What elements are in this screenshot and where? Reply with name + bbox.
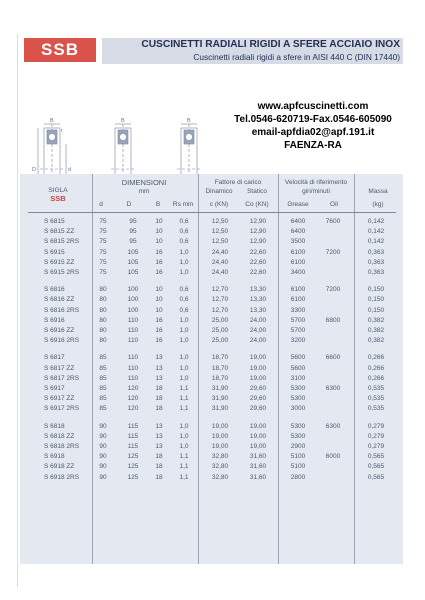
page-subtitle: Cuscinetti radiali rigidi a sfere in AISI 440 C (DIN 17440) <box>193 52 400 62</box>
row-value: 24,40 <box>211 258 229 266</box>
header-divider <box>28 212 396 213</box>
row-value: 75 <box>99 248 107 256</box>
row-value: 1,0 <box>179 316 189 324</box>
row-value: 0,363 <box>367 248 385 256</box>
row-value: 6400 <box>290 228 306 236</box>
row-value: 6100 <box>290 296 306 304</box>
row-value: 0,535 <box>367 385 385 392</box>
row-value: 24,40 <box>211 248 229 256</box>
row-value: 6600 <box>325 354 341 362</box>
row-value: 3100 <box>290 374 306 382</box>
row-value: 0,150 <box>367 296 385 304</box>
row-value: 1,0 <box>179 422 189 430</box>
page-header <box>18 34 407 69</box>
row-value: 90 <box>99 453 107 461</box>
row-value: 5700 <box>290 316 306 324</box>
row-value: 5600 <box>290 364 306 372</box>
row-value: 19,00 <box>249 364 267 372</box>
row-value: 85 <box>99 405 107 413</box>
row-code: S 6817 ZZ <box>44 364 75 372</box>
row-value: 1,1 <box>179 405 189 413</box>
row-value: 120 <box>127 405 139 413</box>
row-value: 10 <box>155 296 163 304</box>
row-value: 75 <box>99 238 107 246</box>
row-value: 90 <box>99 432 107 440</box>
row-value: 16 <box>155 269 163 276</box>
row-value: 32,80 <box>211 473 229 481</box>
row-value: 22,60 <box>249 248 267 256</box>
row-value: 19,00 <box>249 443 267 450</box>
row-value: 80 <box>99 286 107 294</box>
row-value: 95 <box>129 218 137 225</box>
row-value: 19,00 <box>249 374 267 382</box>
row-value: 12,70 <box>211 296 229 304</box>
row-value: 0,6 <box>179 286 189 294</box>
row-value: 19,00 <box>211 422 229 430</box>
row-value: 0,279 <box>367 422 385 430</box>
row-value: 16 <box>155 316 163 324</box>
row-value: 13 <box>155 364 163 372</box>
row-value: 0,142 <box>367 228 385 236</box>
row-value: 115 <box>127 422 139 430</box>
row-value: 6800 <box>325 316 341 324</box>
row-value: 24,40 <box>211 269 229 276</box>
row-value: 0,279 <box>367 432 385 440</box>
page-title: CUSCINETTI RADIALI RIGIDI A SFERE ACCIAIO INOX <box>141 39 400 50</box>
row-value: 31,90 <box>211 385 229 392</box>
contact-phone: Tel.0546-620719-Fax.0546-605090 <box>234 114 392 125</box>
row-value: 120 <box>127 385 139 392</box>
row-value: 5300 <box>290 385 306 392</box>
row-value: 18 <box>155 385 163 392</box>
col-mm: mm <box>138 188 150 195</box>
title-bar <box>102 38 403 64</box>
row-value: 0,363 <box>367 258 385 266</box>
row-value: 110 <box>127 316 139 324</box>
row-value: 0,363 <box>367 269 385 276</box>
row-value: 25,00 <box>211 327 229 334</box>
table-row <box>20 335 403 346</box>
row-value: 0,382 <box>367 327 385 334</box>
row-value: 2800 <box>290 473 306 481</box>
row-value: 115 <box>127 443 139 450</box>
row-value: 0,150 <box>367 306 385 314</box>
row-value: 0,535 <box>367 395 385 403</box>
row-code: S 6818 ZZ <box>44 432 75 440</box>
row-code: S 6816 <box>44 286 65 294</box>
dim-d-inner-label: d <box>68 167 72 173</box>
row-value: 1,1 <box>179 473 189 481</box>
row-value: 90 <box>99 443 107 450</box>
col-dinamico: Dinamico <box>205 188 233 195</box>
row-value: 6100 <box>290 248 306 256</box>
row-value: 13 <box>155 432 163 440</box>
col-c-kn: c (KN) <box>209 201 229 208</box>
row-value: 0,6 <box>179 218 189 225</box>
row-value: 24,00 <box>249 337 267 345</box>
row-value: 1,0 <box>179 443 189 450</box>
row-value: 0,142 <box>367 238 385 246</box>
row-value: 13 <box>155 422 163 430</box>
row-value: 0,6 <box>179 306 189 314</box>
row-value: 0,266 <box>367 364 385 372</box>
row-value: 16 <box>155 258 163 266</box>
row-value: 3000 <box>290 405 306 413</box>
row-code: S 6815 <box>44 218 65 225</box>
row-value: 0,142 <box>367 218 385 225</box>
row-value: 3500 <box>290 238 306 246</box>
row-value: 19,00 <box>211 443 229 450</box>
col-statico: Statico <box>247 188 267 195</box>
row-value: 0,565 <box>367 473 385 481</box>
row-value: 10 <box>155 286 163 294</box>
dim-b-label-2rs: B <box>187 118 191 124</box>
row-value: 5300 <box>290 432 306 440</box>
row-value: 80 <box>99 337 107 345</box>
table-row <box>20 472 403 483</box>
row-value: 7600 <box>325 218 341 225</box>
row-value: 5100 <box>290 453 306 461</box>
row-value: 95 <box>129 228 137 236</box>
row-code: S 6918 <box>44 453 65 461</box>
row-value: 10 <box>155 218 163 225</box>
row-value: 1,1 <box>179 395 189 403</box>
row-value: 0,6 <box>179 238 189 246</box>
row-value: 29,60 <box>249 395 267 403</box>
row-value: 19,00 <box>249 422 267 430</box>
row-value: 1,0 <box>179 248 189 256</box>
row-value: 1,0 <box>179 432 189 440</box>
row-value: 18 <box>155 453 163 461</box>
row-value: 25,00 <box>211 316 229 324</box>
row-code: S 6915 <box>44 248 65 256</box>
dim-d-outer-label: D <box>32 167 36 173</box>
row-value: 1,1 <box>179 453 189 461</box>
row-value: 32,80 <box>211 453 229 461</box>
row-value: 110 <box>127 364 139 372</box>
row-value: 5600 <box>290 354 306 362</box>
col-fattore: Fattore di carico <box>214 179 262 186</box>
row-value: 12,70 <box>211 306 229 314</box>
col-massa: Massa <box>368 188 388 195</box>
row-value: 16 <box>155 248 163 256</box>
row-value: 90 <box>99 463 107 471</box>
row-value: 18,70 <box>211 354 229 362</box>
row-code: S 6916 <box>44 316 65 324</box>
row-value: 32,80 <box>211 463 229 471</box>
row-code: S 6918 2RS <box>44 473 80 481</box>
row-code: S 6817 <box>44 354 65 362</box>
col-d: d <box>99 201 103 208</box>
row-value: 105 <box>127 269 139 276</box>
col-giri: giri/minuti <box>302 188 330 195</box>
row-value: 24,00 <box>249 316 267 324</box>
row-value: 10 <box>155 228 163 236</box>
col-brand: SSB <box>50 194 66 203</box>
row-value: 31,90 <box>211 405 229 413</box>
row-value: 12,70 <box>211 286 229 294</box>
row-value: 31,60 <box>249 463 267 471</box>
row-value: 29,60 <box>249 405 267 413</box>
row-value: 100 <box>127 296 139 304</box>
row-value: 1,0 <box>179 354 189 362</box>
row-value: 1,0 <box>179 269 189 276</box>
contact-stamp <box>208 100 418 152</box>
table-row <box>20 267 403 278</box>
row-code: S 6915 ZZ <box>44 258 75 266</box>
row-value: 12,90 <box>249 218 267 225</box>
row-value: 5300 <box>290 395 306 403</box>
row-value: 85 <box>99 395 107 403</box>
row-value: 0,279 <box>367 443 385 450</box>
row-value: 125 <box>127 453 139 461</box>
spec-table <box>20 174 403 564</box>
row-value: 6100 <box>290 258 306 266</box>
contact-city: FAENZA-RA <box>284 140 342 151</box>
row-value: 105 <box>127 258 139 266</box>
row-value: 29,60 <box>249 385 267 392</box>
row-value: 95 <box>129 238 137 246</box>
row-code: S 6917 ZZ <box>44 395 75 403</box>
col-dimensioni: DIMENSIONI <box>121 178 167 187</box>
row-code: S 6815 2RS <box>44 238 80 246</box>
col-rs-min: Rs min <box>172 201 194 208</box>
row-code: S 6916 ZZ <box>44 327 75 334</box>
row-code: S 6818 2RS <box>44 443 80 450</box>
row-value: 13,30 <box>249 286 267 294</box>
row-value: 85 <box>99 385 107 392</box>
row-value: 75 <box>99 228 107 236</box>
row-value: 24,00 <box>249 327 267 334</box>
row-value: 7200 <box>325 286 341 294</box>
dim-b-label-zz: B <box>121 118 125 124</box>
row-value: 22,60 <box>249 269 267 276</box>
row-value: 31,60 <box>249 453 267 461</box>
catalog-page <box>17 34 407 587</box>
row-value: 110 <box>127 327 139 334</box>
row-value: 75 <box>99 269 107 276</box>
row-value: 2900 <box>290 443 306 450</box>
row-value: 85 <box>99 364 107 372</box>
row-value: 0,150 <box>367 286 385 294</box>
col-oil: Oil <box>330 201 338 208</box>
row-value: 1,0 <box>179 258 189 266</box>
row-value: 1,0 <box>179 374 189 382</box>
table-row <box>20 403 403 414</box>
row-code: S 6916 2RS <box>44 337 80 345</box>
row-code: S 6817 2RS <box>44 374 80 382</box>
row-value: 1,1 <box>179 463 189 471</box>
col-grease: Grease <box>287 201 309 208</box>
row-code: S 6818 <box>44 422 65 430</box>
row-value: 0,266 <box>367 374 385 382</box>
row-value: 125 <box>127 473 139 481</box>
row-code: S 6917 2RS <box>44 405 80 413</box>
row-value: 1,0 <box>179 364 189 372</box>
row-value: 31,90 <box>211 395 229 403</box>
row-value: 0,266 <box>367 354 385 362</box>
dim-r-label: r <box>61 128 63 134</box>
row-value: 80 <box>99 306 107 314</box>
row-code: S 6815 ZZ <box>44 228 75 236</box>
row-value: 13,30 <box>249 296 267 304</box>
row-value: 18 <box>155 473 163 481</box>
row-value: 85 <box>99 374 107 382</box>
row-value: 0,6 <box>179 296 189 304</box>
col-velocita: Velocità di riferimento <box>284 179 348 186</box>
row-value: 19,00 <box>249 354 267 362</box>
row-value: 115 <box>127 432 139 440</box>
col-kg: (kg) <box>372 201 384 208</box>
row-value: 12,90 <box>249 228 267 236</box>
row-value: 100 <box>127 286 139 294</box>
row-value: 13 <box>155 374 163 382</box>
row-value: 5100 <box>290 463 306 471</box>
row-value: 120 <box>127 395 139 403</box>
row-value: 80 <box>99 296 107 304</box>
row-value: 75 <box>99 218 107 225</box>
col-sigla: SIGLA <box>48 187 68 194</box>
brand-logo: SSB <box>24 38 96 62</box>
row-value: 5300 <box>290 422 306 430</box>
row-value: 3400 <box>290 269 306 276</box>
row-value: 13,30 <box>249 306 267 314</box>
row-value: 12,50 <box>211 228 229 236</box>
row-value: 5700 <box>290 327 306 334</box>
col-B: B <box>155 201 161 208</box>
row-value: 80 <box>99 327 107 334</box>
row-value: 0,6 <box>179 228 189 236</box>
row-value: 19,00 <box>211 432 229 440</box>
row-value: 18,70 <box>211 374 229 382</box>
row-value: 1,1 <box>179 385 189 392</box>
row-value: 6300 <box>325 385 341 392</box>
dim-b-label: B <box>50 118 54 124</box>
row-value: 1,0 <box>179 327 189 334</box>
row-value: 13 <box>155 443 163 450</box>
row-value: 0,565 <box>367 453 385 461</box>
row-value: 75 <box>99 258 107 266</box>
row-value: 10 <box>155 238 163 246</box>
contact-web: www.apfcuscinetti.com <box>257 101 369 112</box>
row-value: 90 <box>99 473 107 481</box>
row-value: 1,0 <box>179 337 189 345</box>
row-code: S 6816 ZZ <box>44 296 75 304</box>
col-co-kn: Co (KN) <box>245 201 269 208</box>
row-value: 3200 <box>290 337 306 345</box>
row-value: 7200 <box>325 248 341 256</box>
row-value: 125 <box>127 463 139 471</box>
col-D: D <box>126 201 132 208</box>
row-value: 0,382 <box>367 316 385 324</box>
row-value: 22,60 <box>249 258 267 266</box>
row-value: 0,565 <box>367 463 385 471</box>
row-value: 16 <box>155 337 163 345</box>
row-value: 12,50 <box>211 238 229 246</box>
row-value: 110 <box>127 354 139 362</box>
row-code: S 6915 2RS <box>44 269 80 276</box>
row-value: 16 <box>155 327 163 334</box>
row-value: 18 <box>155 405 163 413</box>
row-value: 18,70 <box>211 364 229 372</box>
row-value: 3300 <box>290 306 306 314</box>
row-value: 18 <box>155 463 163 471</box>
row-value: 85 <box>99 354 107 362</box>
row-value: 0,382 <box>367 337 385 345</box>
row-code: S 6917 <box>44 385 65 392</box>
row-value: 12,50 <box>211 218 229 225</box>
row-value: 6000 <box>325 453 341 461</box>
row-value: 31,60 <box>249 473 267 481</box>
row-value: 110 <box>127 337 139 345</box>
row-value: 100 <box>127 306 139 314</box>
contact-email: email-apfdia02@apf.191.it <box>251 127 375 138</box>
row-value: 19,00 <box>249 432 267 440</box>
row-value: 0,535 <box>367 405 385 413</box>
row-value: 6400 <box>290 218 306 225</box>
row-value: 6300 <box>325 422 341 430</box>
row-value: 110 <box>127 374 139 382</box>
row-value: 25,00 <box>211 337 229 345</box>
row-code: S 6918 ZZ <box>44 463 75 471</box>
row-value: 10 <box>155 306 163 314</box>
row-value: 6100 <box>290 286 306 294</box>
row-code: S 6816 2RS <box>44 306 80 314</box>
row-value: 90 <box>99 422 107 430</box>
row-value: 80 <box>99 316 107 324</box>
row-value: 18 <box>155 395 163 403</box>
row-value: 13 <box>155 354 163 362</box>
row-value: 105 <box>127 248 139 256</box>
row-value: 12,90 <box>249 238 267 246</box>
